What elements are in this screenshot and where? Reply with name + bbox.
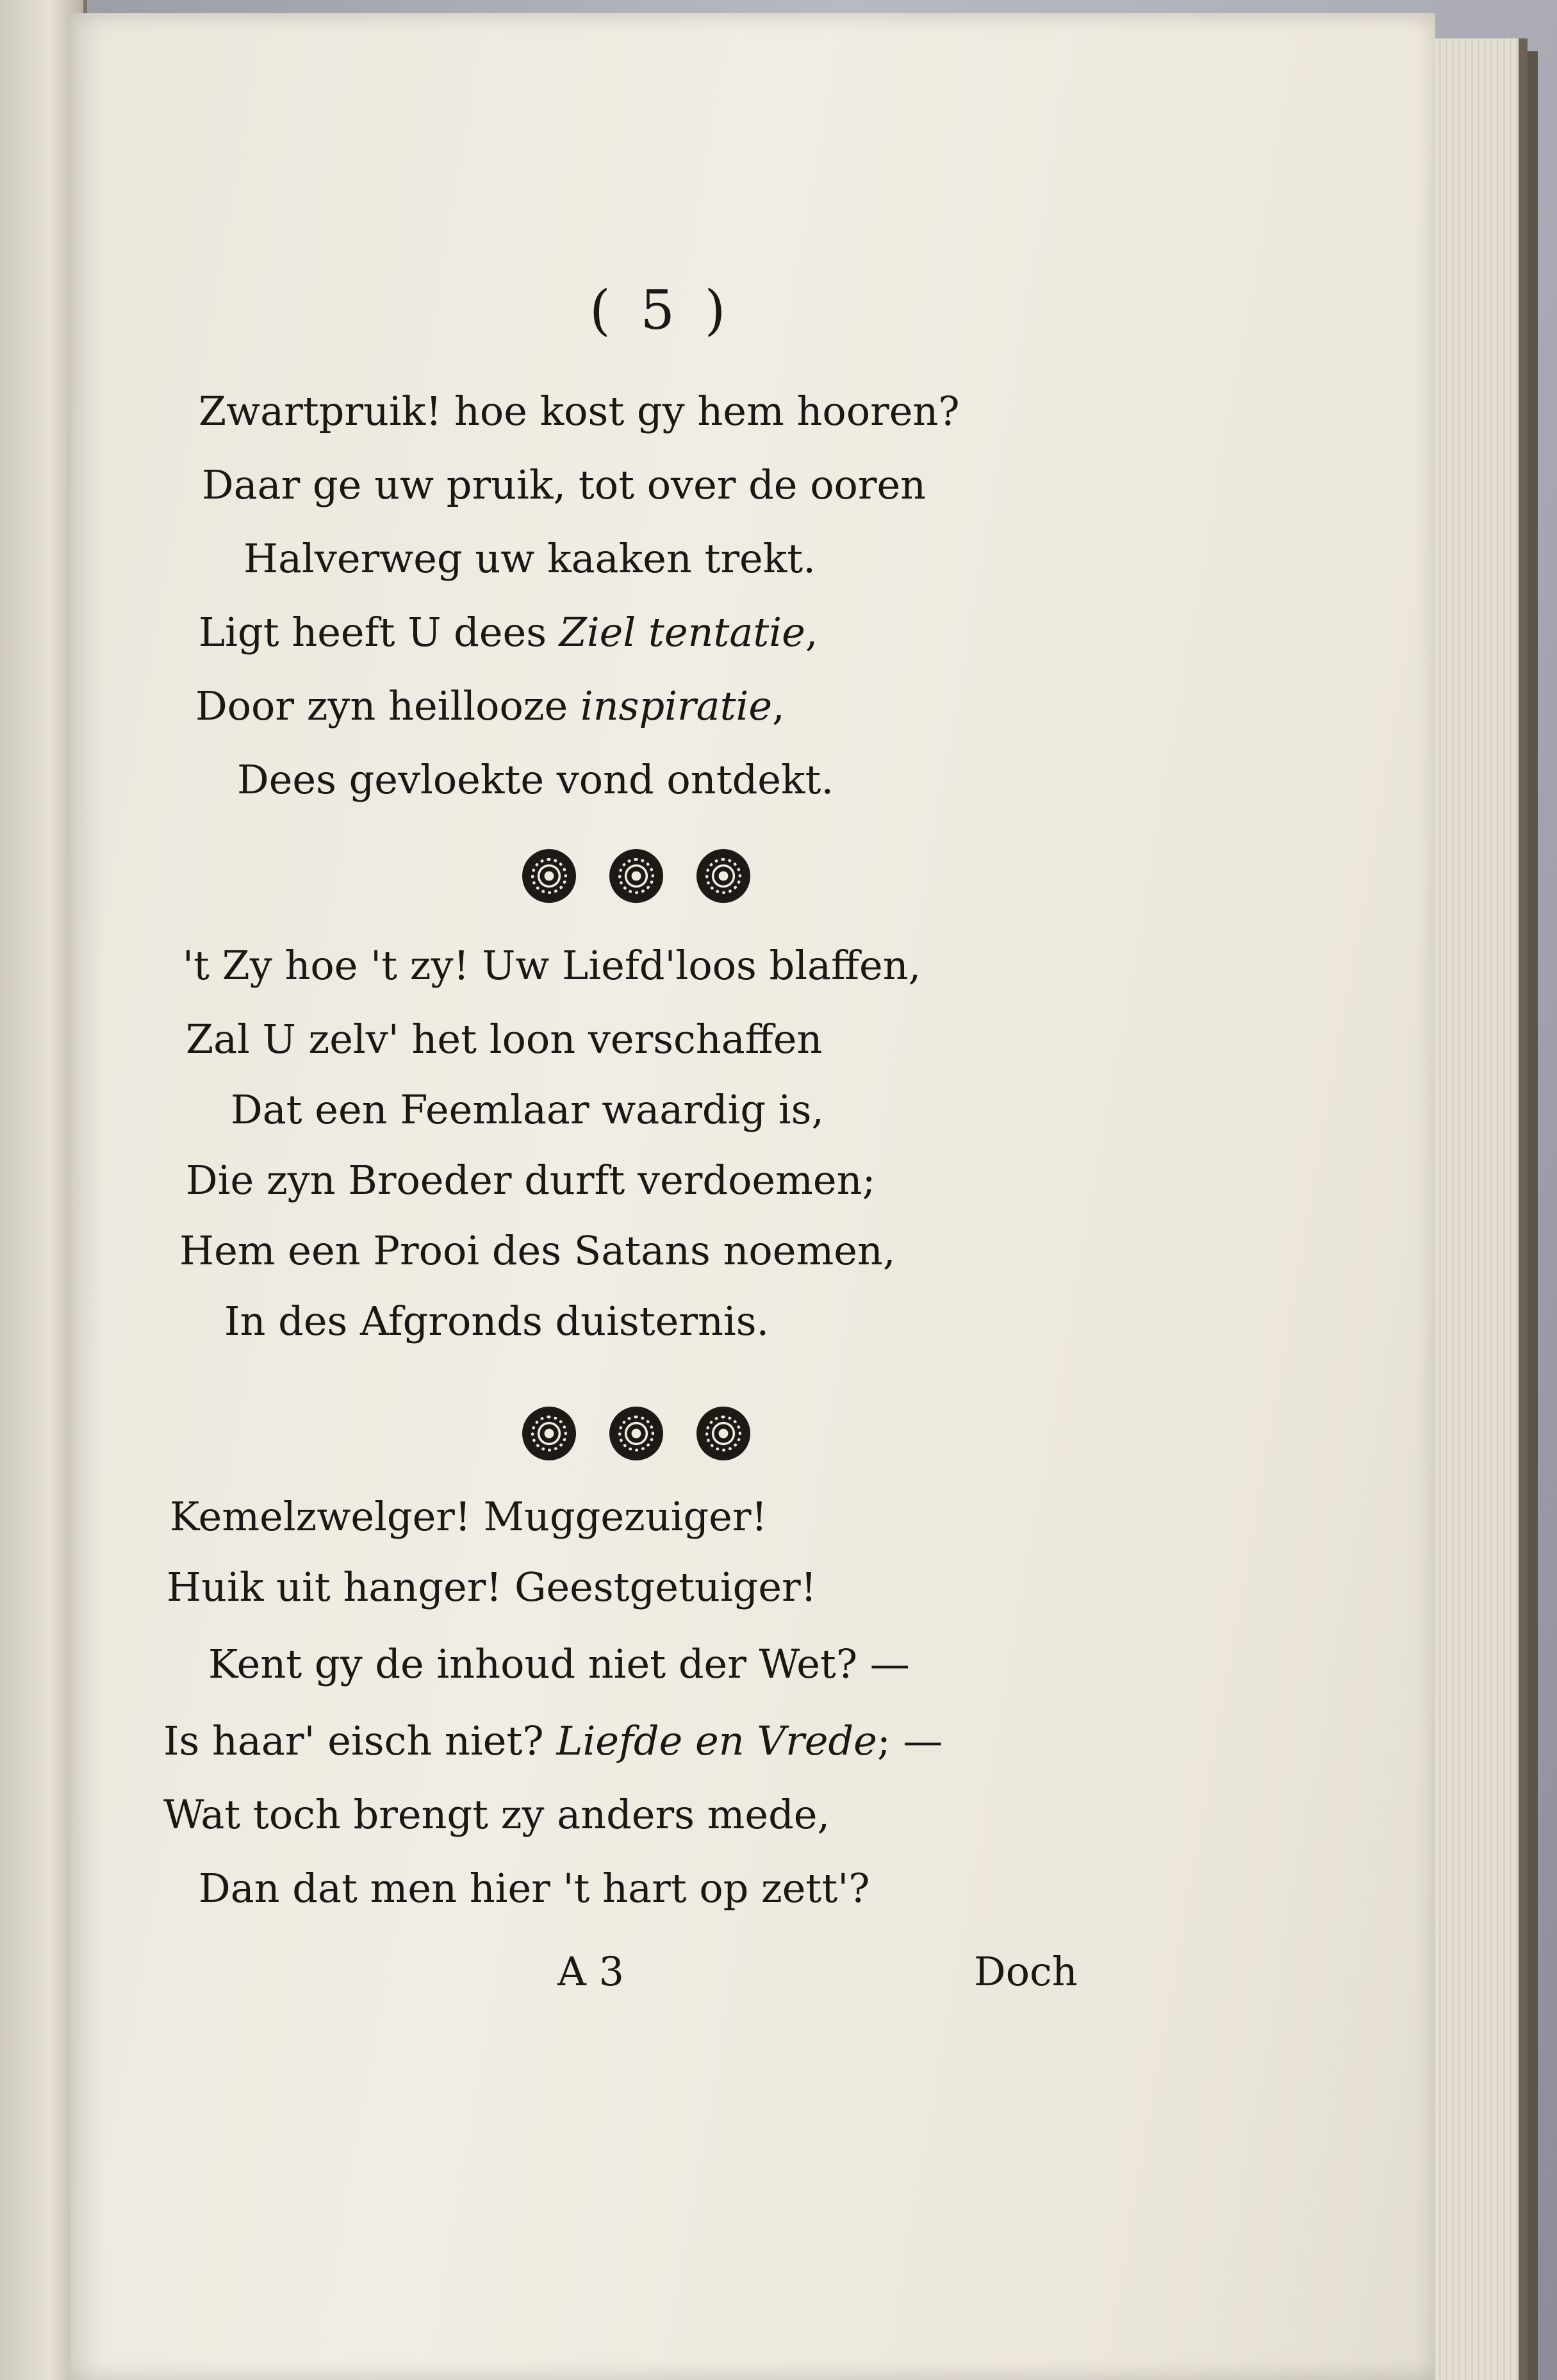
line-text: ; — xyxy=(877,1717,943,1764)
rosette-ornament-icon xyxy=(696,849,750,903)
page-number: ( 5 ) xyxy=(589,279,732,342)
rosette-ornament-icon xyxy=(696,1407,750,1460)
rosette-ornament-icon xyxy=(609,849,663,903)
line-text: 't Zy hoe 't zy! Uw Liefd'loos blaffen, xyxy=(183,942,921,989)
line-text: Ligt heeft U dees xyxy=(199,609,559,656)
line-text: Hem een Prooi des Satans noemen, xyxy=(179,1227,896,1274)
stanza-3-line-2 xyxy=(167,1564,817,1610)
line-text: Huik uit hanger! Geestgetuiger! xyxy=(167,1564,817,1610)
catchword: Doch xyxy=(974,1948,1078,1995)
line-text: Zwartpruik! hoe kost gy hem hooren? xyxy=(199,388,960,434)
line-text: Halverweg uw kaaken trekt. xyxy=(243,535,816,582)
line-text: Dan dat men hier 't hart op zett'? xyxy=(199,1865,870,1912)
stanza-2-line-2 xyxy=(186,1016,822,1062)
line-text: Daar ge uw pruik, tot over de ooren xyxy=(202,461,927,508)
stanza-1-line-1 xyxy=(199,388,960,434)
stanza-3-line-1 xyxy=(170,1493,767,1540)
line-text: Kent gy de inhoud niet der Wet? — xyxy=(208,1640,910,1687)
line-text: Dees gevloekte vond ontdekt. xyxy=(237,756,834,803)
ornament-divider-2 xyxy=(522,1407,750,1460)
stanza-1-line-5 xyxy=(195,682,785,729)
line-text: , xyxy=(805,609,818,656)
stanza-1-line-2 xyxy=(202,461,926,508)
stanza-3-line-6 xyxy=(199,1865,870,1912)
line-text-italic: Ziel tentatie xyxy=(559,609,805,656)
rosette-ornament-icon xyxy=(522,849,576,903)
ornament-divider-1 xyxy=(522,849,750,903)
line-text: Die zyn Broeder durft verdoemen; xyxy=(186,1157,876,1203)
stanza-2-line-5 xyxy=(179,1227,896,1274)
stanza-2-line-6 xyxy=(224,1298,769,1344)
line-text: Wat toch brengt zy anders mede, xyxy=(163,1791,830,1838)
stanza-2-line-1 xyxy=(183,942,921,989)
stanza-1-line-6 xyxy=(237,756,834,803)
stanza-1-line-4 xyxy=(199,609,818,656)
line-text: Zal U zelv' het loon verschaffen xyxy=(186,1016,823,1062)
page-content xyxy=(70,13,1435,2380)
line-text: In des Afgronds duisternis. xyxy=(224,1298,770,1344)
line-text-italic: inspiratie xyxy=(580,682,773,729)
stanza-3-line-5 xyxy=(163,1791,830,1838)
line-text: , xyxy=(772,682,785,729)
rosette-ornament-icon xyxy=(609,1407,663,1460)
stanza-2-line-4 xyxy=(186,1157,875,1203)
book-page xyxy=(70,13,1435,2380)
stanza-2-line-3 xyxy=(231,1086,824,1133)
stanza-3-line-3 xyxy=(208,1640,910,1687)
line-text: Kemelzwelger! Muggezuiger! xyxy=(170,1493,768,1540)
line-text: Door zyn heillooze xyxy=(195,682,581,729)
signature-mark: A 3 xyxy=(557,1948,624,1995)
line-text: Dat een Feemlaar waardig is, xyxy=(231,1086,825,1133)
rosette-ornament-icon xyxy=(522,1407,576,1460)
line-text: Is haar' eisch niet? xyxy=(163,1717,557,1764)
stanza-1-line-3 xyxy=(243,535,816,582)
line-text-italic: Liefde en Vrede xyxy=(556,1717,877,1764)
stanza-3-line-4 xyxy=(163,1717,943,1764)
